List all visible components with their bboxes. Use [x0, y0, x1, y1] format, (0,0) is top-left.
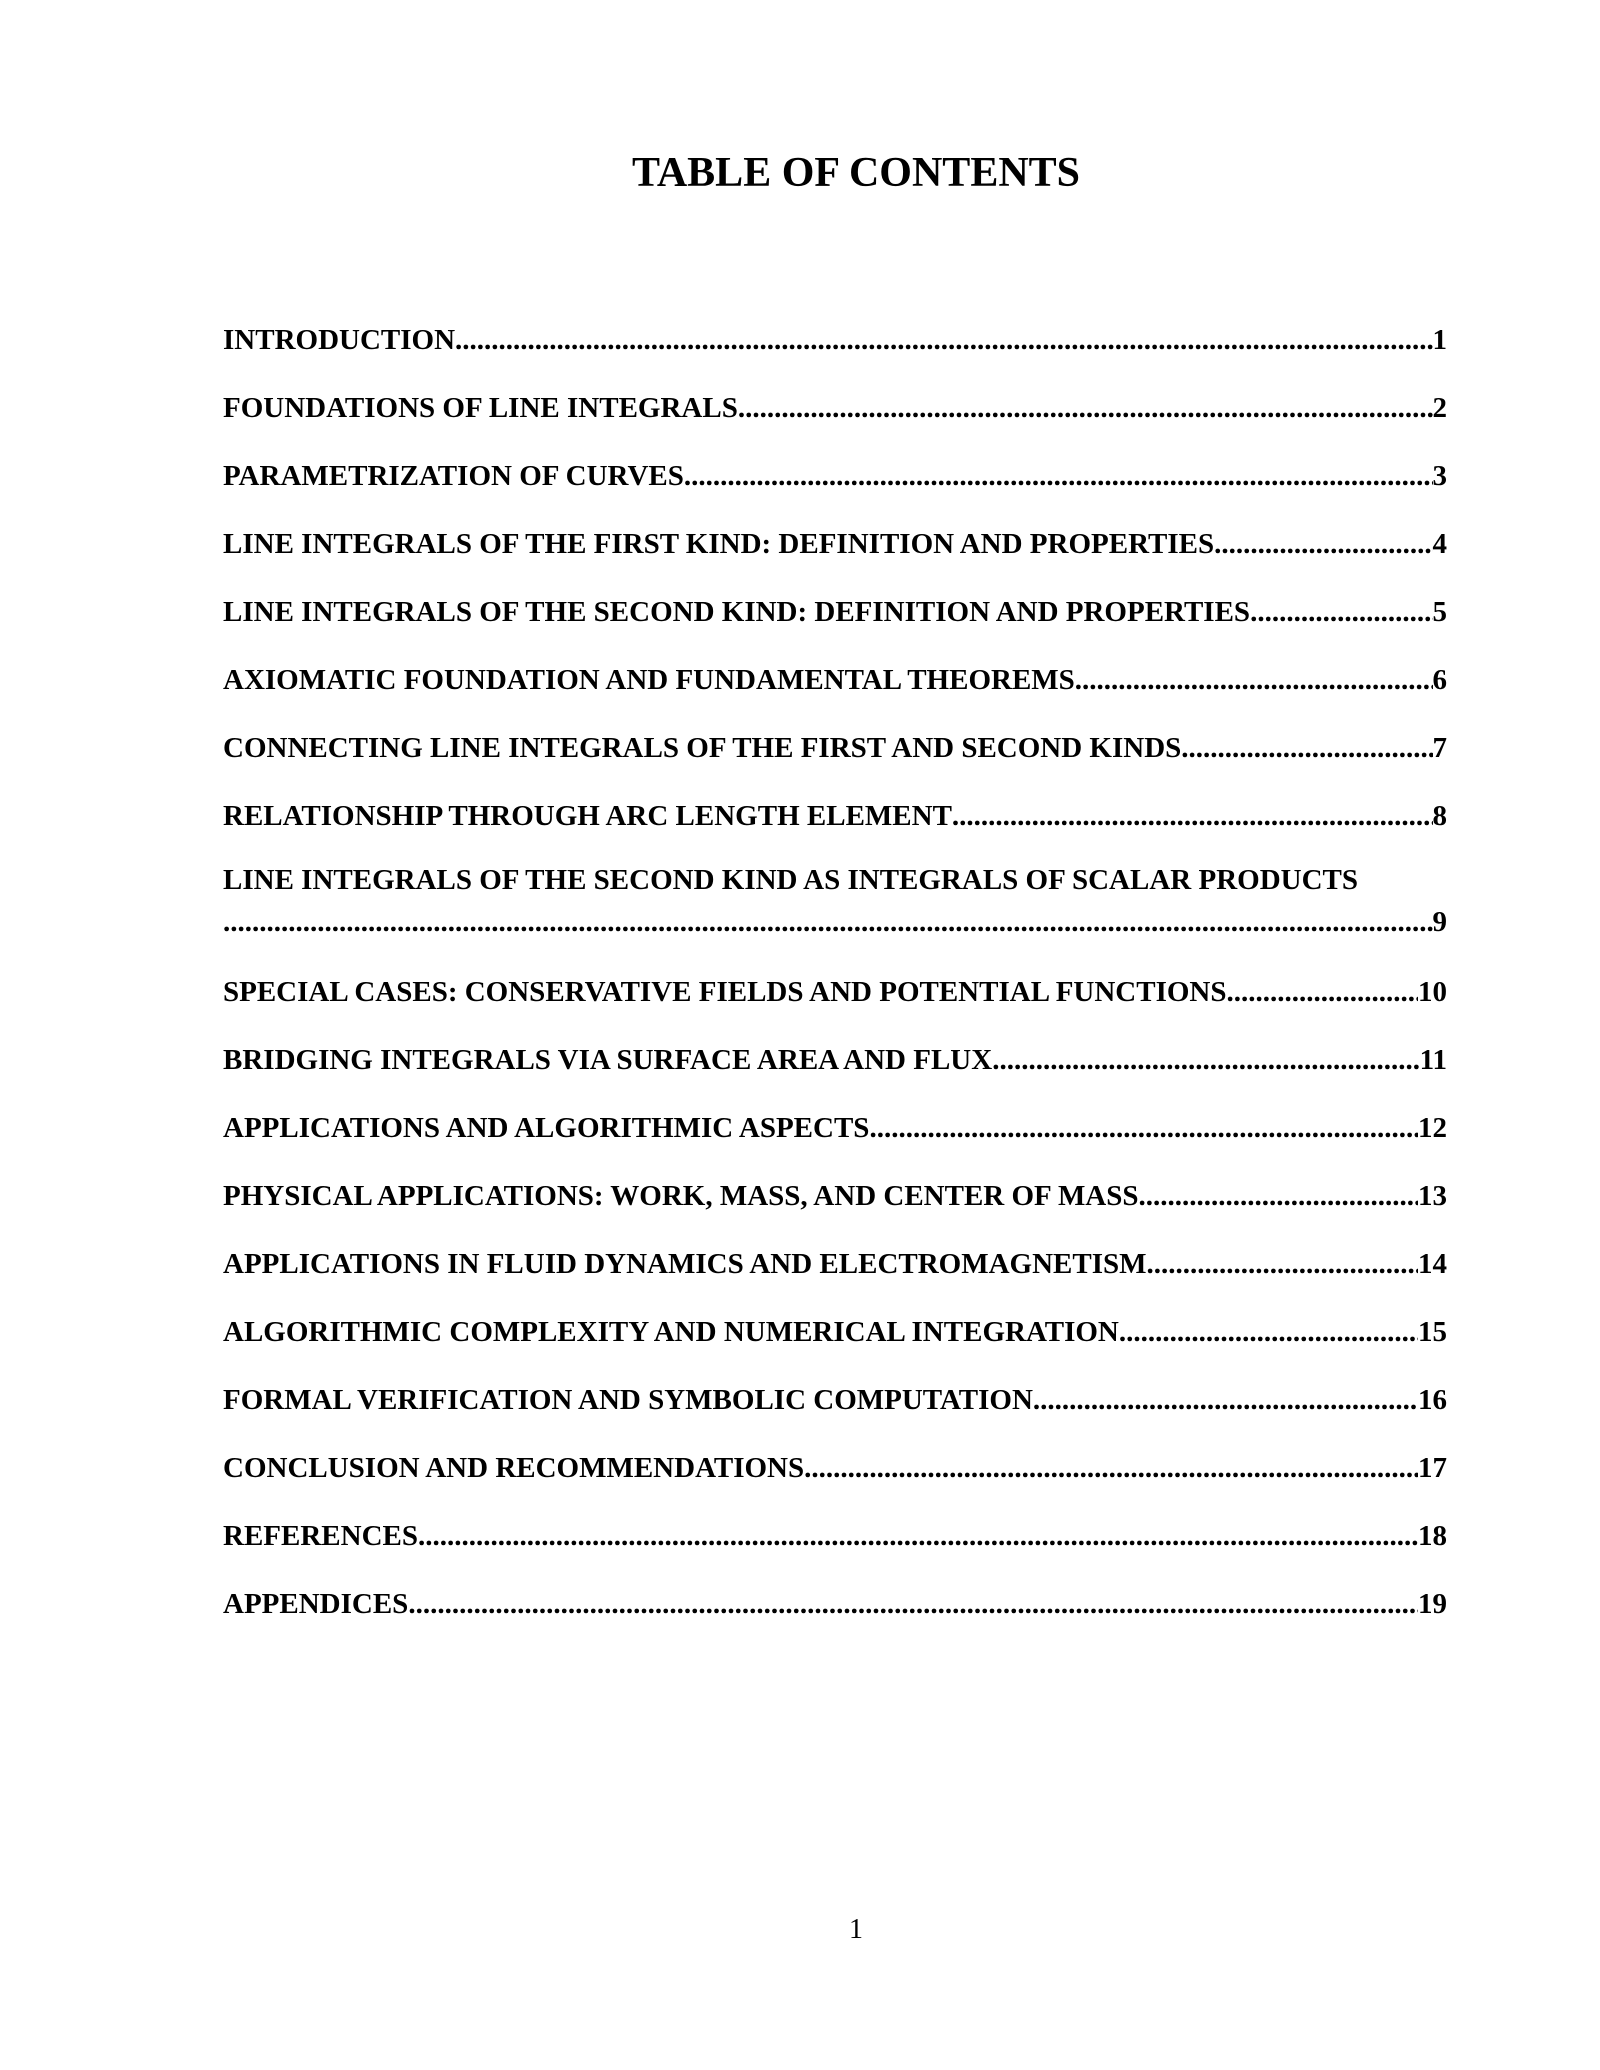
toc-entry-appendices[interactable]: [223, 1556, 1447, 1624]
dot-leader: [223, 902, 1433, 942]
dot-leader: [455, 320, 1432, 360]
toc-page-number: 1: [1432, 324, 1447, 356]
toc-entry-title: APPLICATIONS IN FLUID DYNAMICS AND ELECTROMAGNETISM: [223, 1248, 1147, 1280]
toc-entry-continuation: [223, 900, 1447, 942]
toc-entry-title: PARAMETRIZATION OF CURVES: [223, 460, 684, 492]
dot-leader: [804, 1448, 1418, 1488]
toc-entry-title: BRIDGING INTEGRALS VIA SURFACE AREA AND FLUX: [223, 1044, 993, 1076]
toc-page-number: 17: [1418, 1452, 1447, 1484]
dot-leader: [992, 1040, 1419, 1080]
toc-entry-title: CONCLUSION AND RECOMMENDATIONS: [223, 1452, 805, 1484]
toc-entry-introduction[interactable]: [223, 292, 1447, 360]
toc-page-number: 6: [1432, 664, 1447, 696]
dot-leader: [1033, 1380, 1418, 1420]
dot-leader: [869, 1108, 1418, 1148]
toc-entry-title: LINE INTEGRALS OF THE SECOND KIND: DEFINITION AND PROPERTIES: [223, 596, 1251, 628]
toc-page-number: 5: [1432, 596, 1447, 628]
toc-entry-title: PHYSICAL APPLICATIONS: WORK, MASS, AND CENTER OF MASS: [223, 1180, 1139, 1212]
toc-entry-scalar-products[interactable]: [223, 836, 1447, 944]
toc-entry-title: SPECIAL CASES: CONSERVATIVE FIELDS AND POTENTIAL FUNCTIONS: [223, 976, 1227, 1008]
toc-page-number: 4: [1432, 528, 1447, 560]
page-number-footer: 1: [849, 1914, 863, 1945]
toc-entry-title: FORMAL VERIFICATION AND SYMBOLIC COMPUTATION: [223, 1384, 1033, 1416]
toc-entry-formal-verification[interactable]: [223, 1352, 1447, 1420]
toc-entry-conservative-fields[interactable]: [223, 944, 1447, 1012]
toc-entry-physical-applications[interactable]: [223, 1148, 1447, 1216]
toc-page-number: 10: [1418, 976, 1447, 1008]
toc-page-number: 18: [1418, 1520, 1447, 1552]
toc-entry-title: LINE INTEGRALS OF THE SECOND KIND AS INTEGRALS OF SCALAR PRODUCTS: [223, 864, 1358, 896]
toc-entry-arc-length[interactable]: [223, 768, 1447, 836]
toc-entry-references[interactable]: [223, 1488, 1447, 1556]
toc-entry-algorithmic-complexity[interactable]: [223, 1284, 1447, 1352]
toc-entry-title: INTRODUCTION: [223, 324, 456, 356]
dot-leader: [1214, 524, 1432, 564]
toc-entry-title: APPLICATIONS AND ALGORITHMIC ASPECTS: [223, 1112, 870, 1144]
dot-leader: [684, 456, 1433, 496]
dot-leader: [418, 1516, 1418, 1556]
toc-page-number: 9: [1432, 906, 1447, 938]
toc-entry-surface-area-flux[interactable]: [223, 1012, 1447, 1080]
dot-leader: [1227, 972, 1419, 1012]
toc-page-number: 7: [1432, 732, 1447, 764]
dot-leader: [1139, 1176, 1418, 1216]
toc-entry-title: REFERENCES: [223, 1520, 418, 1552]
toc-page-number: 8: [1432, 800, 1447, 832]
toc-entry-title: RELATIONSHIP THROUGH ARC LENGTH ELEMENT: [223, 800, 952, 832]
toc-entry-title: CONNECTING LINE INTEGRALS OF THE FIRST AND SECOND KINDS: [223, 732, 1182, 764]
toc-list: [223, 292, 1447, 1624]
toc-page-number: 11: [1419, 1044, 1447, 1076]
toc-entry-fluid-dynamics[interactable]: [223, 1216, 1447, 1284]
dot-leader: [408, 1584, 1418, 1624]
page-title: TABLE OF CONTENTS: [631, 150, 1081, 196]
dot-leader: [952, 796, 1433, 836]
toc-entry-foundations[interactable]: [223, 360, 1447, 428]
toc-entry-title: AXIOMATIC FOUNDATION AND FUNDAMENTAL THEOREMS: [223, 664, 1075, 696]
dot-leader: [1181, 728, 1432, 768]
toc-page-number: 14: [1418, 1248, 1447, 1280]
toc-entry-title: LINE INTEGRALS OF THE FIRST KIND: DEFINITION AND PROPERTIES: [223, 528, 1215, 560]
dot-leader: [1250, 592, 1432, 632]
dot-leader: [738, 388, 1433, 428]
toc-entry-parametrization[interactable]: [223, 428, 1447, 496]
toc-entry-conclusion[interactable]: [223, 1420, 1447, 1488]
toc-entry-applications-algorithmic[interactable]: [223, 1080, 1447, 1148]
toc-entry-title: ALGORITHMIC COMPLEXITY AND NUMERICAL INTEGRATION: [223, 1316, 1119, 1348]
toc-entry-connecting[interactable]: [223, 700, 1447, 768]
toc-entry-second-kind[interactable]: [223, 564, 1447, 632]
dot-leader: [1147, 1244, 1418, 1284]
toc-page-number: 13: [1418, 1180, 1447, 1212]
toc-page-number: 19: [1418, 1588, 1447, 1620]
toc-page-number: 16: [1418, 1384, 1447, 1416]
toc-page-number: 15: [1418, 1316, 1447, 1348]
dot-leader: [1119, 1312, 1418, 1352]
toc-page-number: 2: [1432, 392, 1447, 424]
toc-entry-axiomatic[interactable]: [223, 632, 1447, 700]
toc-entry-title: FOUNDATIONS OF LINE INTEGRALS: [223, 392, 738, 424]
toc-page-number: 3: [1432, 460, 1447, 492]
toc-entry-first-kind[interactable]: [223, 496, 1447, 564]
dot-leader: [1075, 660, 1433, 700]
toc-entry-title: APPENDICES: [223, 1588, 409, 1620]
toc-page-number: 12: [1418, 1112, 1447, 1144]
